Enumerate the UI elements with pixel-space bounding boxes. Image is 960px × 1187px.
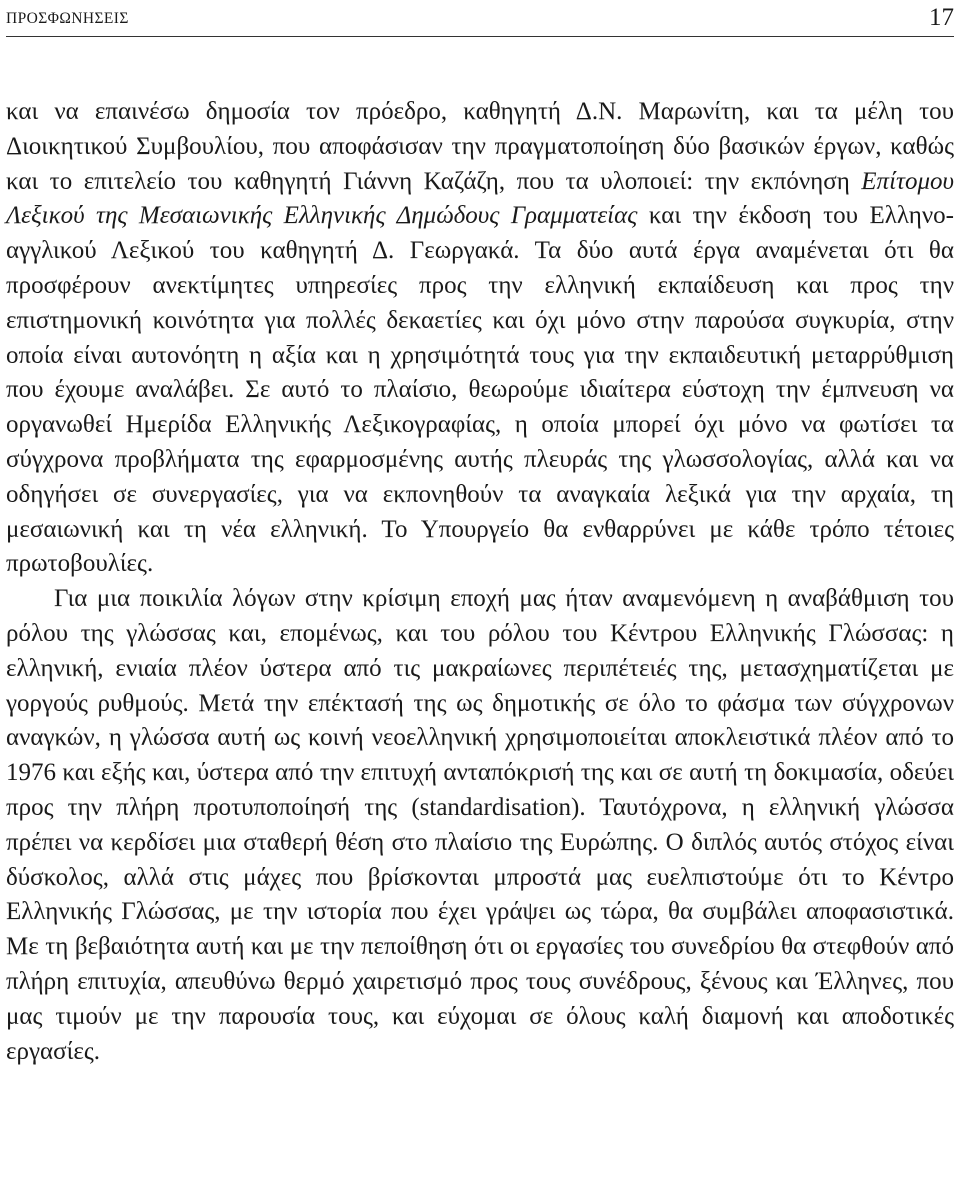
paragraph-1-text-a: και να επαινέσω δημοσία τον πρόεδρο, καθηγητή Δ.Ν. Μαρωνίτη, και τα μέλη του Διοικητικού Συμβουλίου, που αποφάσισαν την πραγματοποίηση δύο βασικών έργων, καθώς και το επιτελείο του καθηγητή Γιάννη Καζάζη, που τα υλοποιεί: την εκπόνηση — [6, 98, 954, 195]
paragraph-2: Για μια ποικιλία λόγων στην κρίσιμη εποχή μας ήταν αναμενόμενη η αναβάθμιση του ρόλου της γλώσσας και, επομένως, και του ρόλου του Κέντρου Ελληνικής Γλώσσας: η ελληνική, ενιαία πλέον ύστερα από τις μακραίωνες περιπέτειές της, μετασχηματίζεται με γοργούς ρυθμούς. Μετά την επέκτασή της ως δημοτικής σε όλο το φάσμα των σύγχρονων αναγκών, η γλώσσα αυτή ως κοινή νεοελληνική χρησιμοποιείται αποκλειστικά πλέον από το 1976 και εξής και, ύστερα από την επιτυχή ανταπόκρισή της και σε αυτή τη δοκιμασία, οδεύει προς την πλήρη προτυποποίησή της (standardisation). Ταυτόχρονα, η ελληνική γλώσσα πρέπει να κερδίσει μια σταθερή θέση στο πλαίσιο της Ευρώπης. Ο διπλός αυτός στόχος είναι δύσκολος, αλλά στις μάχες που βρίσκονται μπροστά μας ευελπιστούμε ότι το Κέντρο Ελληνικής Γλώσσας, με την ιστορία που έχει γράψει ως τώρα, θα συμβάλει αποφασιστικά. Με τη βεβαιότητα αυτή και με την πεποίθηση ότι οι εργασίες του συνεδρίου θα στεφθούν από πλήρη επιτυχία, απευθύνω θερμό χαιρετισμό προς τους συνέδρους, ξένους και Έλληνες, που μας τιμούν με την παρουσία τους, και εύχομαι σε όλους καλή διαμονή και αποδοτικές εργασίες. — [6, 585, 954, 1065]
dictionary-title-italic: Επίτομου Λεξικού της Μεσαιωνικής Ελληνικής Δημώδους Γραμματείας — [6, 167, 954, 230]
running-head — [6, 6, 954, 30]
paragraph-1 — [6, 95, 954, 582]
section-title: ΠΡΟΣΦΩΝΗΣΕΙΣ — [6, 10, 129, 27]
paragraph-1-text-b: και την έκδοση του Ελληνο-αγγλικού Λεξικού του καθηγητή Δ. Γεωργακά. Τα δύο αυτά έργα αναμένεται ότι θα προσφέρουν ανεκτίμητες υπηρεσίες προς την ελληνική εκπαίδευση και προς την επιστημονική κοινότητα για πολλές δεκαετίες και όχι μόνο στην παρούσα συγκυρία, στην οποία είναι αυτονόητη η αξία και η χρησιμότητά τους για την εκπαιδευτική μεταρρύθμιση που έχουμε αναλάβει. Σε αυτό το πλαίσιο, θεωρούμε ιδιαίτερα εύστοχη την έμπνευση να οργανωθεί Ημερίδα Ελληνικής Λεξικογραφίας, η οποία μπορεί όχι μόνο να φωτίσει τα σύγχρονα προβλήματα της εφαρμοσμένης αυτής πλευράς της γλωσσολογίας, αλλά και να οδηγήσει σε συνεργασίες, για να εκπονηθούν τα αναγκαία λεξικά για την αρχαία, τη μεσαιωνική και τη νέα ελληνική. Το Υπουργείο θα ενθαρρύνει με κάθε τρόπο τέτοιες πρωτοβουλίες. — [6, 202, 954, 578]
body-text — [6, 95, 954, 1069]
page-number: 17 — [929, 4, 954, 31]
header-rule — [6, 36, 954, 37]
